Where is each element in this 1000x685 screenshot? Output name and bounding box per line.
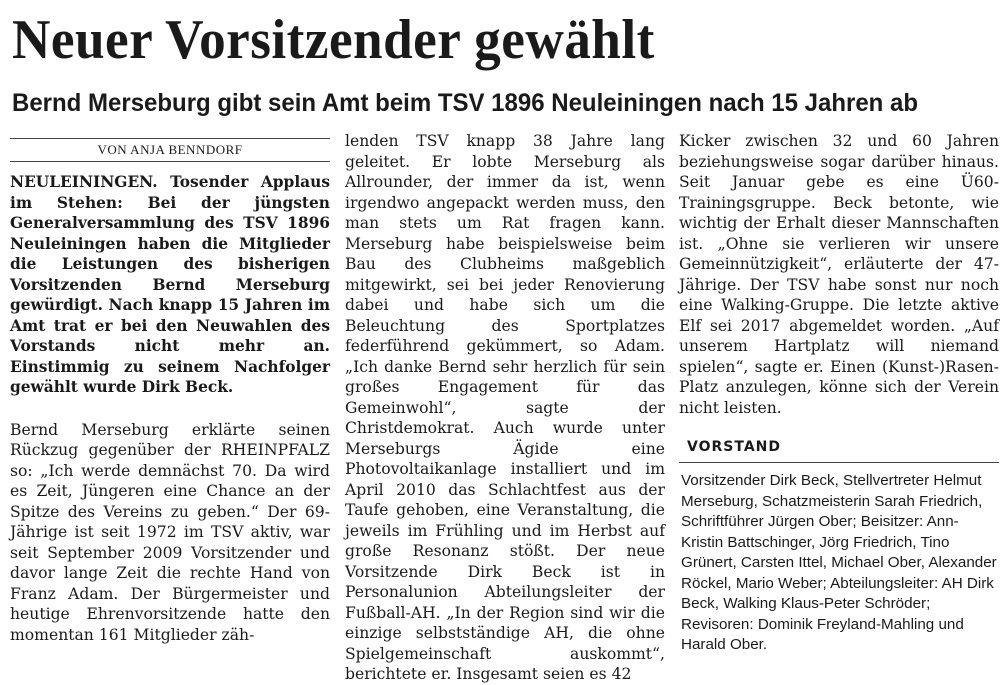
infobox-text: Vorsitzender Dirk Beck, Stellvertreter Helmut Merseburg, Schatzmeisterin Sarah Friedrich, Schriftführer Jürgen Ober; Beisitzer: Ann-Kristin Battschinger, Jörg Friedrich, Tino Grünert, Carsten Ittel, Michael Ober, Alexander Röckel, Mario Weber; Abteilungsleiter: AH Dirk Beck, Walking Klaus-Peter Schröder; Revisoren: Dominik Freyland-Mahling und Harald Ober. (681, 472, 997, 653)
article-headline: Neuer Vorsitzender gewählt (12, 9, 655, 71)
infobox-vorstand (679, 436, 999, 656)
lead-text: Tosender Applaus im Stehen: Bei der jüngsten Generalversammlung des TSV 1896 Neuleiningen haben die Mitglieder die Leistungen des bisherigen Vorsitzenden Bernd Merseburg gewürdigt. Nach knapp 15 Jahren im Amt trat er bei den Neuwahlen des Vorstands nicht mehr an. Einstimmig zu seinem Nachfolger gewählt wurde Dirk Beck. (10, 173, 330, 396)
infobox-title: VORSTAND (679, 436, 999, 463)
byline-bar (10, 138, 330, 162)
article-lead (10, 172, 330, 398)
article-column-1 (10, 138, 330, 645)
byline: VON ANJA BENNDORF (97, 142, 243, 157)
article-column-3 (679, 131, 999, 656)
body-text-col1: Bernd Merseburg erklärte seinen Rückzug gegenüber der RHEINPFALZ so: „Ich werde demnächst 70. Da wird es Zeit, Jüngeren eine Chance an der Spitze des Vereins zu geben.“ Der 69-Jährige ist seit 1972 im TSV aktiv, war seit September 2009 Vorsitzender und davor lange Zeit die rechte Hand von Franz Adam. Der Bürgermeister und heutige Ehrenvorsitzende hatte den momentan 161 Mitglieder zäh- (10, 420, 330, 644)
article-column-2 (345, 131, 665, 685)
article-subheadline: Bernd Merseburg gibt sein Amt beim TSV 1896 Neuleiningen nach 15 Jahren ab (12, 89, 919, 117)
dateline: NEULEININGEN. (10, 173, 158, 191)
body-text-col2: lenden TSV knapp 38 Jahre lang geleitet. Er lobte Merseburg als Allrounder, der immer da ist, wenn irgendwo angepackt werden muss, den man stets um Rat fragen kann. Merseburg habe beispielsweise beim Bau des Clubheims maßgeblich mitgewirkt, sei bei jeder Renovierung dabei und habe sich um die Beleuchtung des Sportplatzes federführend gekümmert, so Adam. „Ich danke Bernd sehr herzlich für sein großes Engagement für das Gemeinwohl“, sagte der Christdemokrat. Auch wurde unter Merseburgs Ägide eine Photovoltaikanlage installiert und im April 2010 das Schlachtfest aus der Taufe gehoben, eine Veranstaltung, die jeweils im Frühling und im Herbst auf große Resonanz stößt. Der neue Vorsitzende Dirk Beck ist in Personalunion Abteilungsleiter der Fußball-AH. „In der Region sind wir die einzige selbstständige AH, die ohne Spielgemeinschaft auskommt“, berichtete er. Insgesamt seien es 42 (345, 132, 665, 683)
body-text-col3: Kicker zwischen 32 und 60 Jahren beziehungsweise sogar darüber hinaus. Seit Januar gebe es eine Ü60-Trainingsgruppe. Beck betonte, wie wichtig der Erhalt dieser Mannschaften ist. „Ohne sie verlieren wir unsere Gemeinnützigkeit“, erläuterte der 47-Jährige. Der TSV habe sonst nur noch eine Walking-Gruppe. Die letzte aktive Elf sei 2017 abgemeldet worden. „Auf unserem Hartplatz will niemand spielen“, sagte er. Einen (Kunst-)Rasen-Platz anzulegen, könne sich der Verein nicht leisten. (679, 132, 999, 417)
